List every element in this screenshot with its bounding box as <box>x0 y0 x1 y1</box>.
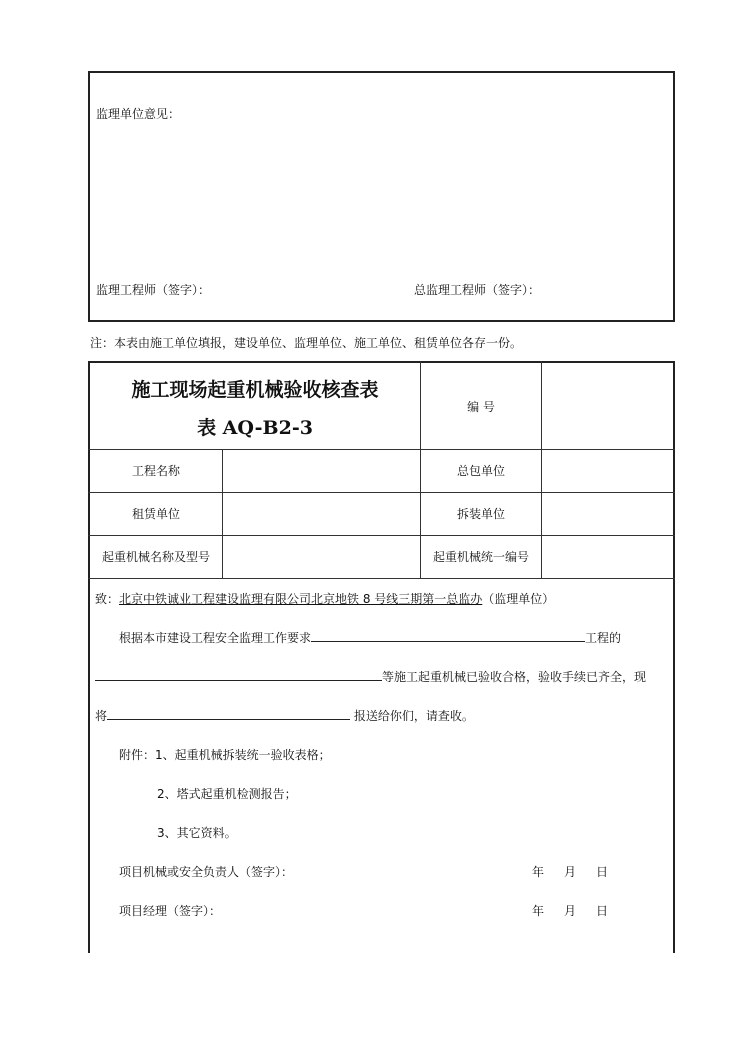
to-prefix: 致： <box>95 592 120 606</box>
attachment-2: 2、塔式起重机检测报告； <box>157 787 297 801</box>
note: 注：本表由施工单位填报，建设单位、监理单位、施工单位、租赁单位各存一份。 <box>90 336 523 350</box>
day-label-2: 日 <box>596 904 609 918</box>
body-line-1 <box>119 629 621 646</box>
project-name-label: 工程名称 <box>131 464 180 478</box>
line1-text: 根据本市建设工程安全监理工作要求 <box>119 631 312 645</box>
month-label-2: 月 <box>564 904 577 918</box>
to-unit: 北京中铁诚业工程建设监理有限公司北京地铁 8 号线三期第一总监办 <box>119 592 483 606</box>
line1-suffix: 工程的 <box>585 631 622 645</box>
attachment-1: 附件：1、起重机械拆装统一验收表格； <box>119 748 331 762</box>
form-title: 施工现场起重机械验收核查表 <box>131 378 379 401</box>
crane-model-value[interactable] <box>223 535 420 578</box>
rental-unit-label: 租赁单位 <box>131 507 180 521</box>
rental-unit-value[interactable] <box>223 492 420 535</box>
installer-unit-value[interactable] <box>542 492 673 535</box>
general-contractor-value[interactable] <box>542 449 673 492</box>
to-suffix: （监理单位） <box>482 592 555 606</box>
engineer-sign-label: 监理工程师（签字）： <box>96 283 211 297</box>
addressee-line <box>95 590 554 607</box>
chief-engineer-sign-label: 总监理工程师（签字）： <box>414 283 541 297</box>
year-label-2: 年 <box>532 904 545 918</box>
safety-lead-sign: 项目机械或安全负责人（签字）： <box>119 865 294 879</box>
crane-model-label: 起重机械名称及型号 <box>101 550 210 564</box>
line3-prefix: 将 <box>95 709 108 723</box>
number-label: 编 号 <box>467 399 495 414</box>
crane-id-label: 起重机械统一编号 <box>432 550 529 564</box>
line3-text: 报送给你们，请查收。 <box>350 709 474 723</box>
body-line-2 <box>95 668 646 685</box>
crane-id-value[interactable] <box>542 535 673 578</box>
year-label: 年 <box>532 865 545 879</box>
number-value[interactable] <box>542 363 673 449</box>
form-code: 表 AQ-B2-3 <box>197 416 313 439</box>
opinion-label: 监理单位意见： <box>96 107 181 121</box>
attachment-3: 3、其它资料。 <box>157 826 237 840</box>
project-manager-sign: 项目经理（签字）： <box>119 904 222 918</box>
crane-blank[interactable] <box>95 668 382 681</box>
month-label: 月 <box>564 865 577 879</box>
project-blank[interactable] <box>311 629 585 642</box>
docs-blank[interactable] <box>107 707 350 720</box>
day-label: 日 <box>596 865 609 879</box>
general-contractor-label: 总包单位 <box>456 464 505 478</box>
line2-text: 等施工起重机械已验收合格，验收手续已齐全，现 <box>382 670 647 684</box>
project-name-value[interactable] <box>223 449 420 492</box>
installer-unit-label: 拆装单位 <box>456 507 505 521</box>
body-line-3 <box>95 707 474 724</box>
